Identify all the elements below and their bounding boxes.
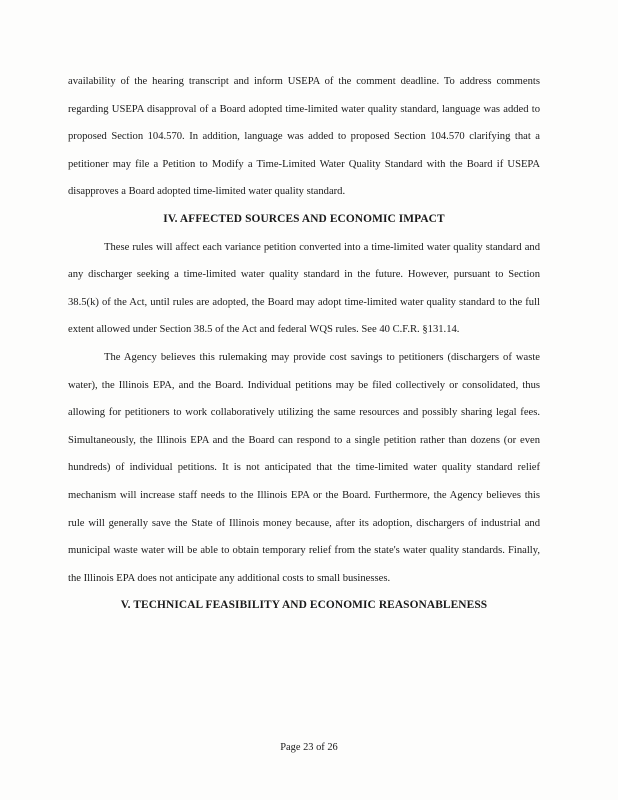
section-heading-technical-feasibility: V. TECHNICAL FEASIBILITY AND ECONOMIC REASONABLENESS (120, 599, 488, 612)
page-body (68, 68, 540, 620)
page-number: Page 23 of 26 (280, 742, 338, 753)
paragraph-continuation: availability of the hearing transcript and inform USEPA of the comment deadline. To address comments regarding USEPA disapproval of a Board adopted time-limited water quality standard, language was added to proposed Section 104.570. In addition, language was added to proposed Section 104.570 clarifying that a petitioner may file a Petition to Modify a Time-Limited Water Quality Standard with the Board if USEPA disapproves a Board adopted time-limited water quality standard. (68, 76, 540, 198)
section-heading-affected-sources: IV. AFFECTED SOURCES AND ECONOMIC IMPACT (163, 212, 445, 225)
paragraph-affected-sources: These rules will affect each variance petition converted into a time-limited water quality standard and any discharger seeking a time-limited water quality standard in the future. However, pursuant to Section 38.5(k) of the Act, until rules are adopted, the Board may adopt time-limited water quality standard to the full extent allowed under Section 38.5 of the Act and federal WQS rules. See 40 C.F.R. §131.14. (68, 241, 540, 336)
paragraph-cost-savings: The Agency believes this rulemaking may provide cost savings to petitioners (dischargers of waste water), the Illinois EPA, and the Board. Individual petitions may be filed collectively or consolidated, thus allowing for petitioners to work collaboratively utilizing the same resources and possibly sharing legal fees. Simultaneously, the Illinois EPA and the Board can respond to a single petition rather than dozens (or even hundreds) of individual petitions. It is not anticipated that the time-limited water quality standard relief mechanism will increase staff needs to the Illinois EPA or the Board. Furthermore, the Agency believes this rule will generally save the State of Illinois money because, after its adoption, dischargers of industrial and municipal waste water will be able to obtain temporary relief from the state's water quality standards. Finally, the Illinois EPA does not anticipate any additional costs to small businesses. (68, 351, 540, 584)
